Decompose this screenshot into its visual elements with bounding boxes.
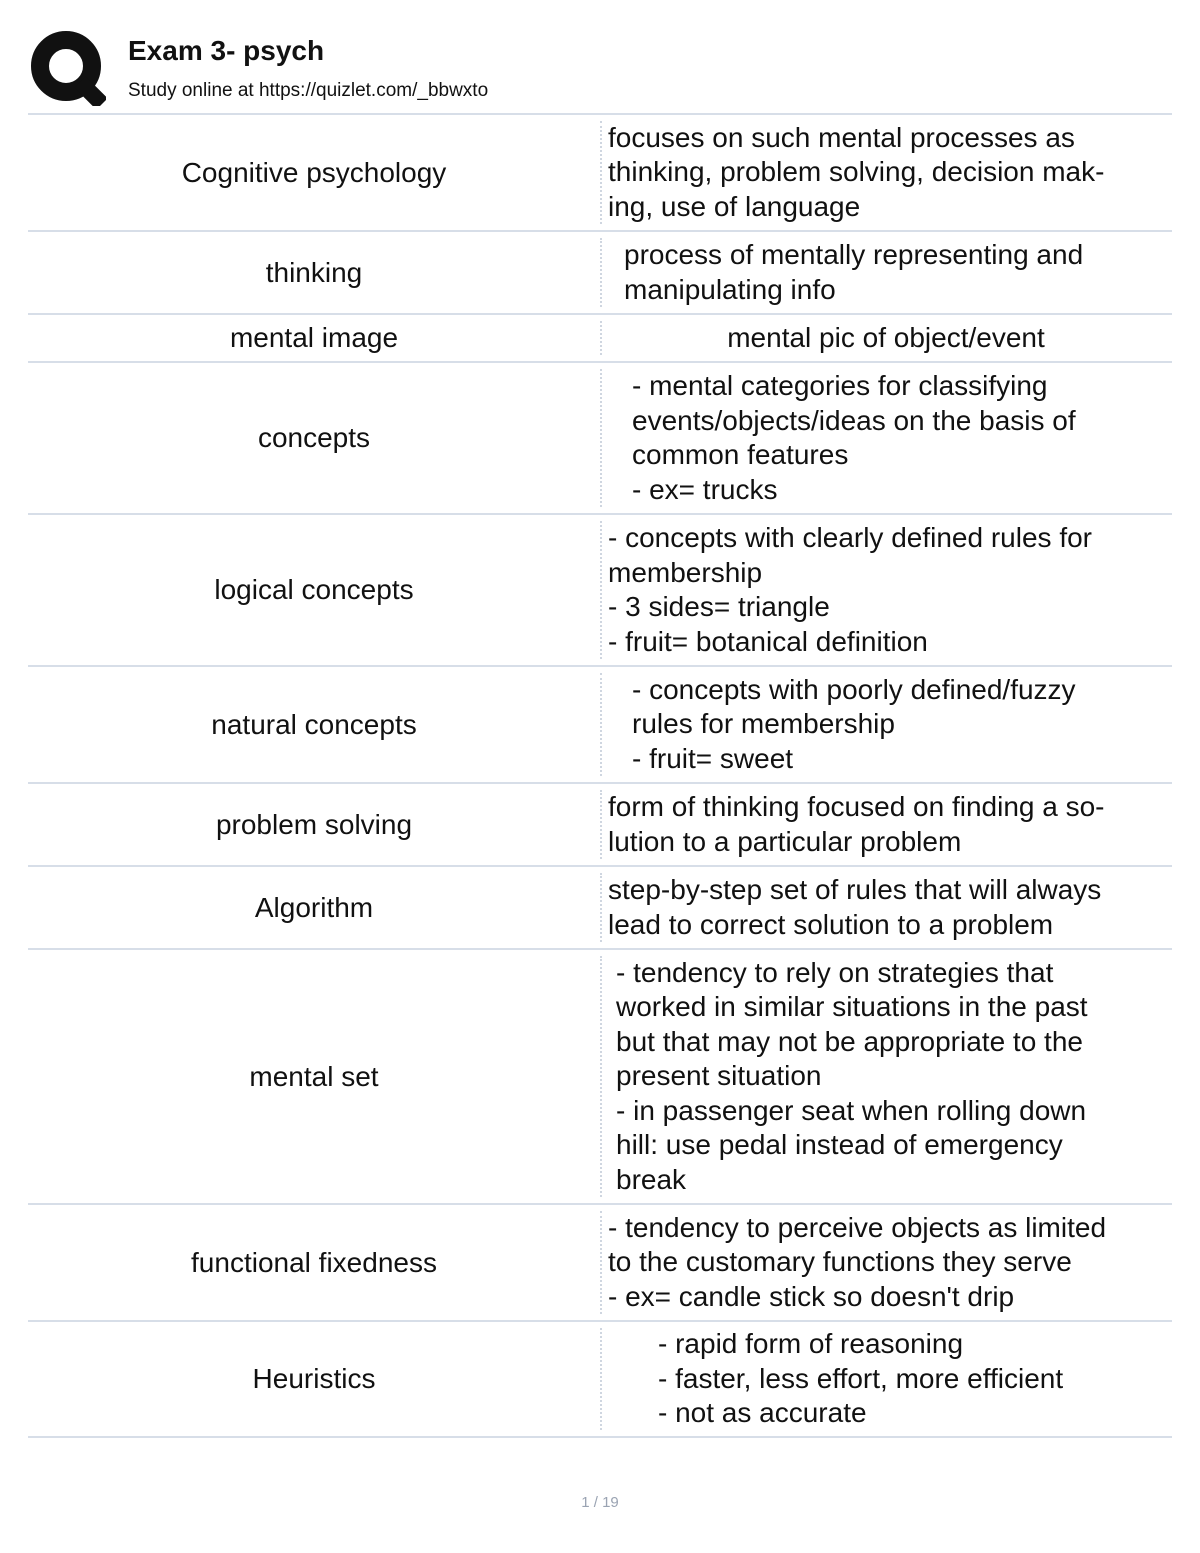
definition-cell [600,1211,1172,1314]
table-row [28,1320,1172,1438]
term-cell: Heuristics [252,1363,376,1394]
table-row [28,665,1172,782]
quizlet-logo-icon [30,30,106,106]
definition-text: - tendency to rely on strategies that worked in similar situations in the past but that may not be appropriate to the present situation - in passenger seat when rolling down hill: use pedal instead of emergency break [616,956,1088,1195]
term-cell: functional fixedness [191,1246,437,1278]
definition-text: - concepts with clearly defined rules for membership - 3 sides= triangle - fruit= botanical definition [608,522,1092,657]
definition-text: focuses on such mental processes as thinking, problem solving, decision mak- ing, use of language [608,121,1105,222]
table-row [28,948,1172,1203]
table-row [28,313,1172,361]
definition-cell [600,1328,1172,1430]
term-cell: Algorithm [254,891,374,923]
table-row [28,1203,1172,1320]
term-cell: mental image [229,322,399,353]
definition-cell [600,369,1172,507]
page-title: Exam 3- psych [128,35,325,66]
table-row [28,782,1172,865]
term-cell: concepts [257,422,371,453]
term-cell: natural concepts [211,708,417,740]
term-cell: thinking [265,256,363,288]
definition-cell [600,673,1172,776]
flashcard-table [28,113,1172,1438]
definition-text: - rapid form of reasoning - faster, less effort, more efficient - not as accurate [658,1328,1064,1429]
definition-text: step-by-step set of rules that will always lead to correct solution to a problem [608,874,1102,940]
definition-cell [600,790,1172,859]
definition-cell [600,873,1172,942]
table-row [28,865,1172,948]
page-header [30,30,1172,110]
term-cell: mental set [249,1060,379,1092]
page-number: 1 / 19 [581,1494,619,1511]
term-cell: Cognitive psychology [181,156,447,188]
table-row [28,361,1172,513]
definition-cell [600,121,1172,224]
definition-text: process of mentally representing and manipulating info [624,239,1084,305]
definition-text: - tendency to perceive objects as limited to the customary functions they serve - ex= candle stick so doesn't drip [608,1211,1107,1312]
definition-cell [600,238,1172,307]
term-cell: problem solving [215,808,413,840]
definition-cell [600,321,1172,355]
definition-text: form of thinking focused on finding a so- lution to a particular problem [608,791,1105,857]
term-cell: logical concepts [214,574,414,605]
study-online-link[interactable]: Study online at https://quizlet.com/_bbwxto [128,80,489,101]
definition-text: - concepts with poorly defined/fuzzy rules for membership - fruit= sweet [632,673,1076,774]
table-row [28,113,1172,230]
definition-cell [600,956,1172,1197]
definition-cell [600,521,1172,659]
definition-text: - mental categories for classifying events/objects/ideas on the basis of common features - ex= trucks [632,370,1076,505]
definition-text: mental pic of object/event [727,321,1045,353]
table-row [28,513,1172,665]
table-row [28,230,1172,313]
